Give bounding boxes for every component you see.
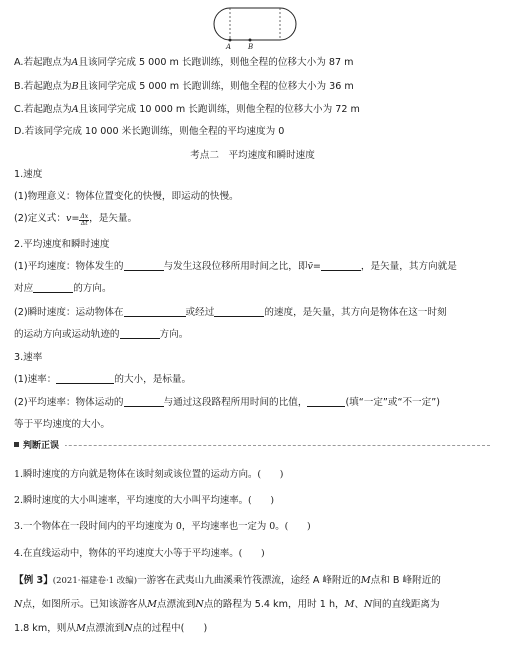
judge-label: 判断正误 <box>14 438 65 451</box>
s2-inst-line2: 的运动方向或运动轨迹的 方向。 <box>14 329 189 340</box>
definition-fraction: $\frac{\Delta x}{\Delta t}$ <box>80 213 89 227</box>
s3-avg-rate-line1: (2)平均速率：物体运动的 与通过这段路程所用时间的比值， (填“一定”或“不一定”) <box>14 397 440 408</box>
s2-title: 2.平均速度和瞬时速度 <box>14 239 110 250</box>
blank[interactable] <box>124 396 164 407</box>
track-outline <box>214 8 296 40</box>
blank[interactable] <box>124 306 186 317</box>
judge-item-2: 2.瞬时速度的大小叫速率，平均速度的大小叫平均速率。( ) <box>14 495 275 506</box>
point-b-marker <box>249 39 252 42</box>
blank[interactable] <box>307 396 345 407</box>
square-bullet-icon <box>14 442 19 447</box>
s3-title: 3.速率 <box>14 352 43 363</box>
s3-rate: (1)速率： 的大小，是标量。 <box>14 374 192 385</box>
example-line2: N点，如图所示。已知该游客从M点漂流到N点的路程为 5.4 km，用时 1 h，M、N间的直线距离为 <box>14 599 440 610</box>
s2-inst-line1: (2)瞬时速度：运动物体在 或经过 的速度，是矢量，其方向是物体在这一时刻 <box>14 307 447 318</box>
blank[interactable] <box>124 260 164 271</box>
s3-avg-rate-line2: 等于平均速度的大小。 <box>14 419 110 430</box>
point-a-marker <box>229 39 232 42</box>
section-divider <box>14 445 490 447</box>
s1-title: 1.速度 <box>14 169 43 180</box>
judge-item-4: 4.在直线运动中，物体的平均速度大小等于平均速率。( ) <box>14 548 265 559</box>
example-line3: 1.8 km，则从M点漂流到N点的过程中( ) <box>14 623 208 634</box>
blank[interactable] <box>33 282 73 293</box>
option-b: B.若起跑点为B且该同学完成 5 000 m 长跑训练，则他全程的位移大小为 36 m <box>14 81 354 92</box>
blank[interactable] <box>214 306 264 317</box>
blank[interactable] <box>120 328 160 339</box>
example-line1: 【例 3】(2021·福建卷·1 改编)一游客在武夷山九曲溪乘竹筏漂流，途经 A 峰附近的M点和 B 峰附近的 <box>14 575 441 586</box>
s2-avg-line1: (1)平均速度：物体发生的 与发生这段位移所用时间之比，即v̄= ，是矢量，其方向就是 <box>14 261 457 272</box>
s1-meaning: (1)物理意义：物体位置变化的快慢，即运动的快慢。 <box>14 191 239 202</box>
point-a-label: A <box>226 43 232 51</box>
judge-item-3: 3.一个物体在一段时间内的平均速度为 0，平均速率也一定为 0。( ) <box>14 521 311 532</box>
blank[interactable] <box>56 373 114 384</box>
option-c: C.若起跑点为A且该同学完成 10 000 m 长跑训练，则他全程的位移大小为 72 m <box>14 104 360 115</box>
option-a: A.若起跑点为A且该同学完成 5 000 m 长跑训练，则他全程的位移大小为 87 m <box>14 57 354 68</box>
point-b-label: B <box>248 43 254 51</box>
s1-definition: (2)定义式：v= $\frac{\Delta x}{\Delta t}$ ，是矢量。 <box>14 213 138 227</box>
section-title: 考点二 平均速度和瞬时速度 <box>190 150 315 161</box>
judge-item-1: 1.瞬时速度的方向就是物体在该时刻或该位置的运动方向。( ) <box>14 469 284 480</box>
track-figure <box>200 2 310 52</box>
blank[interactable] <box>321 260 361 271</box>
option-d: D.若该同学完成 10 000 米长跑训练，则他全程的平均速度为 0 <box>14 126 285 137</box>
s2-avg-line2: 对应 的方向。 <box>14 283 112 294</box>
